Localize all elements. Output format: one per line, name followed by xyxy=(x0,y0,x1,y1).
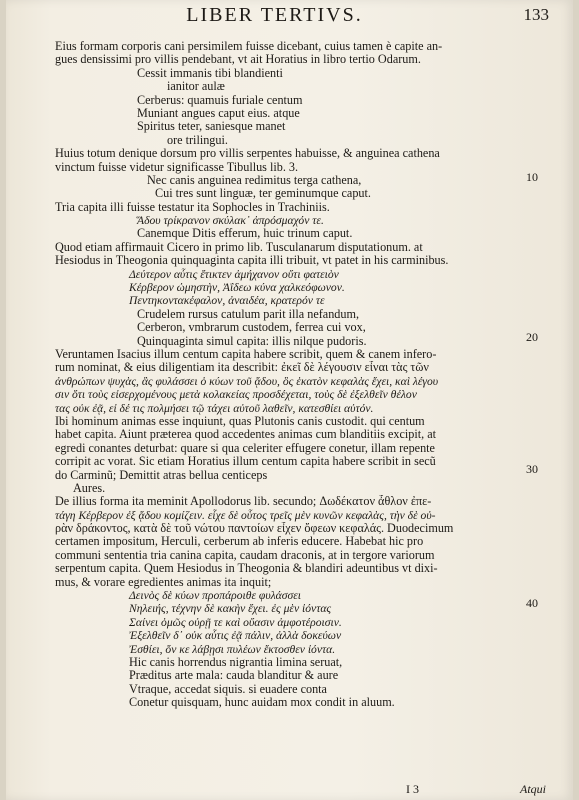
book-page xyxy=(6,0,573,800)
text-line: Δεινὸς δὲ κύων προπάροιθε φυλάσσει xyxy=(129,589,301,603)
text-line: Hic canis horrendus nigrantia limina seruat, xyxy=(129,655,343,669)
text-line: ρὰν δράκοντος, κατὰ δὲ τοῦ νώτου παντοίων εἶχεν ὄφεων κεφαλάς. Duodecimum xyxy=(55,522,454,536)
text-line: Cessit immanis tibi blandienti xyxy=(137,66,283,80)
text-line: Cerberus: quamuis furiale centum xyxy=(137,93,303,107)
text-line: Veruntamen Isacius illum centum capita habere scribit, quem & canem infero- xyxy=(55,347,437,361)
text-line: rum nominat, & eius diligentiam ita describit: ἐκεῖ δὲ λέγουσιν εἶναι τὰς τῶν xyxy=(55,361,429,375)
text-line: Quod etiam affirmauit Cicero in primo lib. Tusculanarum disputationum. at xyxy=(55,240,423,254)
text-line: corripit ac vorat. Sic etiam Horatius illum centum capita habere scribit in secũ xyxy=(55,455,436,469)
text-line: Tria capita illi fuisse testatur ita Sophocles in Trachiniis. xyxy=(55,200,330,214)
text-line: certamen impositum, Herculi, cerberum ab inferis educere. Habebat hic pro xyxy=(55,535,424,549)
text-line: Ἅδου τρίκρανον σκύλακ᾽ ἀπρόσμαχόν τε. xyxy=(137,214,324,228)
text-line: ἀνθρώπων ψυχὰς, ἃς φυλάσσει ὁ κύων τοῦ ᾅδου, ὃς ἑκατὸν κεφαλὰς ἔχει, καὶ λέγου xyxy=(55,374,439,388)
margin-line-number: 40 xyxy=(526,596,538,610)
margin-line-number: 30 xyxy=(526,462,538,476)
text-line: Νηλειής, τέχνην δὲ κακὴν ἔχει. ἐς μὲν ἰόντας xyxy=(129,602,332,616)
text-line: Huius totum denique dorsum pro villis serpentes habuisse, & anguinea cathena xyxy=(55,147,440,161)
text-line: Conetur quisquam, hunc auidam mox condit in aluum. xyxy=(129,696,395,710)
text-line: vinctum fuisse videtur significasse Tibullus lib. 3. xyxy=(55,160,299,174)
text-line: Quinquaginta simul capita: illis nilque pudoris. xyxy=(137,334,367,348)
text-line: mus, & vorare egredientes animas ita inquit; xyxy=(55,575,272,589)
text-line: σιν ὅτι τοὺς εἰσερχομένους μετὰ κολακείας προσδέχεται, τοὺς δὲ ἐξελθεῖν θέλον xyxy=(55,388,417,402)
text-line: do Carminũ; Demittit atras bellua centiceps xyxy=(55,468,268,482)
text-line: Spiritus teter, saniesque manet xyxy=(137,120,286,134)
text-line: Cerberon, vmbrarum custodem, ferrea cui vox, xyxy=(137,321,366,335)
text-line: habet capita. Aiunt præterea quod accedentes animas cum blanditiis excipit, at xyxy=(55,428,437,442)
margin-line-number: 10 xyxy=(526,170,538,184)
margin-line-number: 20 xyxy=(526,330,538,344)
main-text-block xyxy=(55,40,495,710)
text-line: Eius formam corporis cani persimilem fuisse dicebant, cuius tamen è capite an- xyxy=(55,40,443,53)
signature-mark: I 3 xyxy=(406,782,419,796)
text-line: Ἐσθίει, ὅν κε λάβῃσι πυλέων ἔκτοσθεν ἰόντα. xyxy=(129,642,336,656)
page-header xyxy=(6,2,573,32)
text-line: Aures. xyxy=(73,481,106,495)
text-line: Præditus arte mala: cauda blanditur & aure xyxy=(129,669,339,683)
text-line: Cui tres sunt linguæ, ter geminumque caput. xyxy=(155,187,371,201)
page-footer xyxy=(406,782,556,796)
text-line: De illius forma ita meminit Apollodorus lib. secundo; Δωδέκατον ἆθλον ἐπε- xyxy=(55,495,432,509)
text-line: Vtraque, accedat siquis. si euadere conta xyxy=(129,682,327,696)
text-line: Πεντηκοντακέφαλον, ἀναιδέα, κρατερόν τε xyxy=(129,294,325,308)
text-line: Σαίνει ὁμῶς οὐρῇ τε καὶ οὔασιν ἀμφοτέροισιν. xyxy=(129,615,342,629)
catchword: Atqui xyxy=(520,782,546,796)
text-line: Ἐξελθεῖν δ᾽ οὐκ αὖτις ἐᾷ πάλιν, ἀλλὰ δοκεύων xyxy=(129,629,342,643)
text-line: Ibi hominum animas esse inquiunt, quas Plutonis canis custodit. qui centum xyxy=(55,414,425,428)
running-title: LIBER TERTIVS. xyxy=(186,4,363,26)
text-line: Hesiodus in Theogonia quinquaginta capita illi tribuit, vt patet in his carminibus. xyxy=(55,254,449,268)
text-line: Κέρβερον ὠμηστὴν, Ἀΐδεω κύνα χαλκεόφωνον. xyxy=(129,281,345,295)
text-line: ianitor aulæ xyxy=(167,80,225,94)
text-line: serpentum capita. Quem Hesiodus in Theogonia & blandiri adeuntibus vt dixi- xyxy=(55,562,438,576)
text-line: gues densissimi pro villis pendebant, vt ait Horatius in libro tertio Odarum. xyxy=(55,53,421,67)
text-line: egredi conantes deturbat: quare si qua celeriter effugere conetur, illam repente xyxy=(55,441,435,455)
text-line: communi sententia tria canina capita, caudam draconis, at in tergore variorum xyxy=(55,548,435,562)
text-line: Δεύτερον αὖτις ἔτικτεν ἀμήχανον οὔτι φατειὸν xyxy=(129,267,339,281)
text-line: ore trilingui. xyxy=(167,133,228,147)
text-line: τας οὐκ ἐᾷ, εἰ δέ τις πολμήσει τῷ τάχει αὐτοῦ λαθεῖν, κατεσθίει αὐτόν. xyxy=(55,401,374,415)
folio-number: 133 xyxy=(523,5,549,24)
text-line: Nec canis anguinea redimitus terga cathena, xyxy=(147,173,362,187)
text-line: Crudelem rursus catulum parit illa nefandum, xyxy=(137,307,360,321)
text-line: Canemque Ditis efferum, huic trinum caput. xyxy=(137,227,353,241)
text-line: Muniant angues caput eius. atque xyxy=(137,106,300,120)
text-line: τάγη Κέρβερον ἐξ ᾅδου κομίζειν. εἶχε δὲ οὗτος τρεῖς μὲν κυνῶν κεφαλὰς, τὴν δὲ οὐ- xyxy=(55,508,436,522)
